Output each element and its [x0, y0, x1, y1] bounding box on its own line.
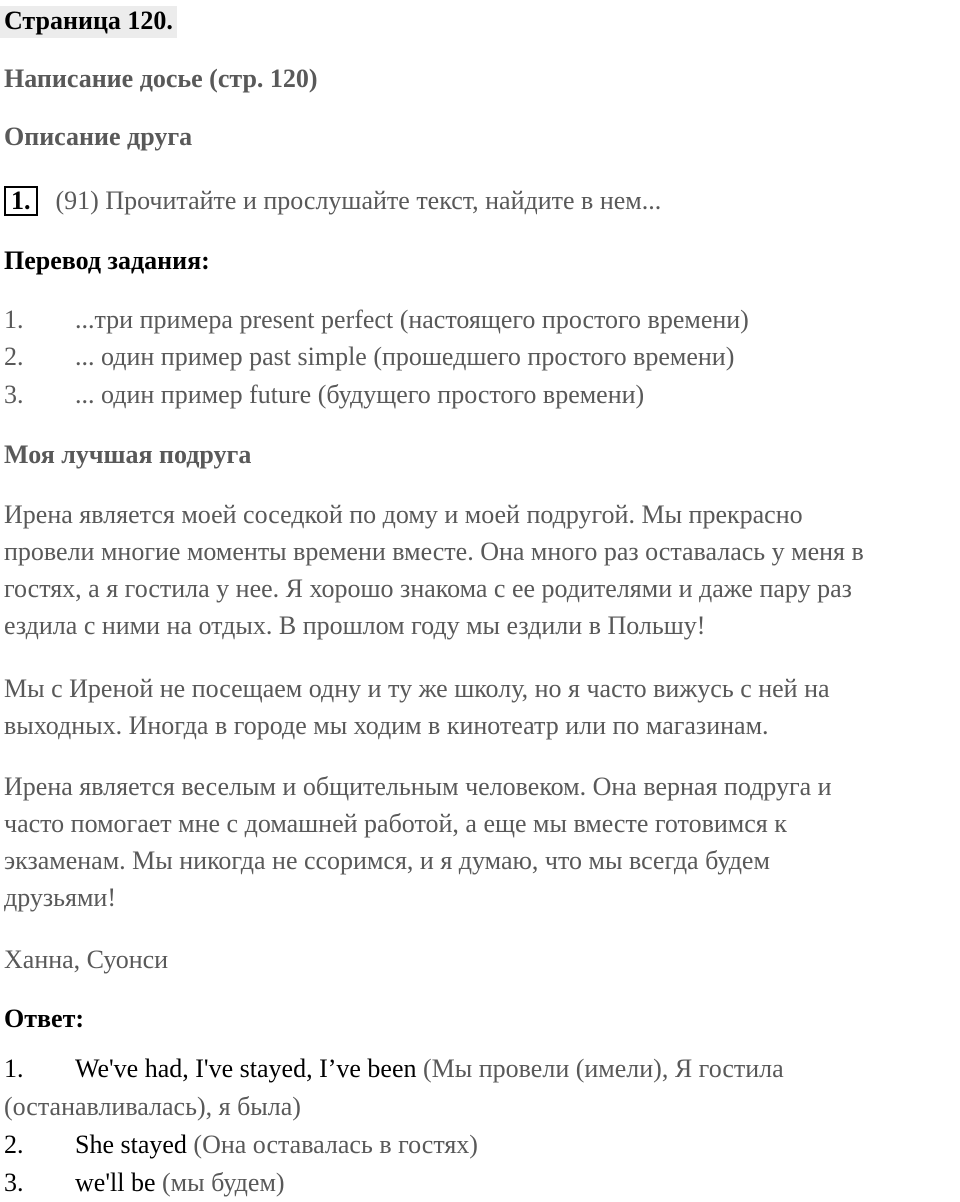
answer-text: [75, 1126, 478, 1164]
translation-item-number: 2.: [4, 342, 24, 371]
answer-english: She stayed: [75, 1130, 187, 1159]
story-paragraph: [4, 768, 956, 916]
answer-english: we'll be: [75, 1168, 156, 1197]
answer-english: We've had, I've stayed, I’ve been: [75, 1054, 417, 1083]
translation-item-text: ... один пример past simple (прошедшего простого времени): [75, 342, 735, 371]
translation-item-number: 3.: [4, 380, 24, 409]
task-number-box: 1.: [4, 186, 38, 216]
translation-item-text: ...три примера present perfect (настоящего простого времени): [75, 305, 749, 334]
page-title: Страница 120.: [0, 6, 177, 38]
paragraph-line: Ирена является веселым и общительным человеком. Она верная подруга и: [4, 772, 832, 801]
answer-number: 1.: [4, 1054, 24, 1083]
paragraph-line: Мы с Иреной не посещаем одну и ту же школу, но я часто вижусь с ней на: [4, 674, 830, 703]
paragraph-line: Ирена является моей соседкой по дому и моей подругой. Мы прекрасно: [4, 500, 803, 529]
paragraph-line: экзаменам. Мы никогда не ссоримся, и я думаю, что мы всегда будем: [4, 846, 770, 875]
task-text: (91) Прочитайте и прослушайте текст, найдите в нем...: [55, 186, 662, 215]
answer-heading: Ответ:: [4, 1004, 85, 1033]
answer-translation: (Мы провели (имели), Я гостила: [416, 1054, 784, 1083]
answer-text: [75, 1164, 285, 1202]
section-title: Написание досье (стр. 120): [4, 64, 318, 93]
answer-number: 3.: [4, 1168, 24, 1197]
task-line: [4, 185, 661, 217]
paragraph-line: провели многие моменты времени вместе. Она много раз оставалась у меня в: [4, 537, 864, 566]
paragraph-line: гостях, а я гостила у нее. Я хорошо знакома с ее родителями и даже пару раз: [4, 574, 852, 603]
answer-text: [75, 1050, 784, 1088]
story-paragraph: [4, 496, 956, 644]
translation-item-number: 1.: [4, 305, 24, 334]
story-paragraph: [4, 670, 956, 744]
subsection-title: Описание друга: [4, 122, 193, 151]
answer-translation: (Она оставалась в гостях): [186, 1130, 478, 1159]
translation-item-text: ... один пример future (будущего простого времени): [75, 380, 645, 409]
paragraph-line: друзьями!: [4, 883, 116, 912]
translation-heading: Перевод задания:: [4, 246, 210, 275]
paragraph-line: выходных. Иногда в городе мы ходим в кинотеатр или по магазинам.: [4, 711, 769, 740]
answer-translation-continued: (останавливалась), я была): [4, 1092, 301, 1121]
answer-translation: (мы будем): [155, 1168, 285, 1197]
paragraph-line: часто помогает мне с домашней работой, а еще мы вместе готовимся к: [4, 809, 787, 838]
signature: Ханна, Суонси: [4, 945, 169, 974]
paragraph-line: ездила с ними на отдых. В прошлом году мы ездили в Польшу!: [4, 611, 706, 640]
answer-number: 2.: [4, 1130, 24, 1159]
story-title: Моя лучшая подруга: [4, 440, 252, 469]
